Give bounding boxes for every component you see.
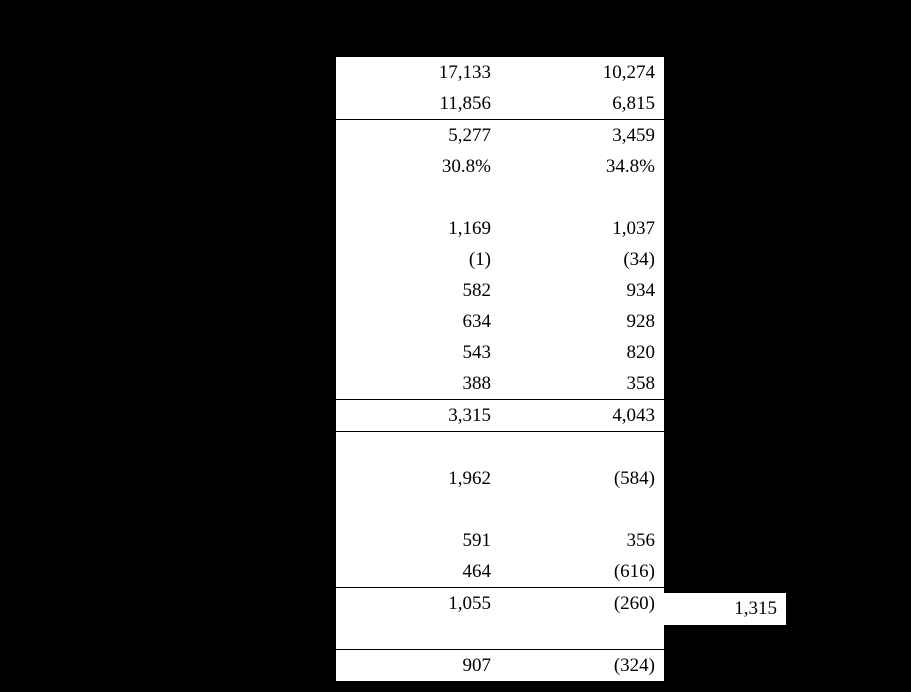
- table-row: [336, 368, 664, 400]
- table-row: [336, 337, 664, 368]
- table-cell-value: 10,274: [602, 62, 655, 83]
- table-cell-value: 4,043: [612, 405, 655, 426]
- table-cell-value: (1): [468, 249, 491, 270]
- table-cell-value: 934: [626, 280, 655, 301]
- table-cell-value: [336, 619, 500, 649]
- table-row-blank: [336, 182, 664, 213]
- table-cell-value: 11,856: [439, 93, 491, 114]
- table-cell-value: (260): [613, 593, 655, 614]
- table-row-blank: [336, 619, 664, 650]
- side-value: 1,315: [734, 598, 777, 619]
- table-cell-value: 634: [462, 311, 491, 332]
- table-row: [336, 244, 664, 275]
- table-row: [336, 213, 664, 244]
- table-cell-value: [500, 494, 664, 525]
- table-row: [336, 120, 664, 151]
- table-cell-value: (324): [613, 655, 655, 676]
- table-row-blank: [336, 494, 664, 525]
- table-row: [336, 151, 664, 182]
- table-cell-value: [336, 182, 500, 213]
- table-row: [336, 275, 664, 306]
- table-cell-value: 582: [462, 280, 491, 301]
- table-row-blank: [336, 432, 664, 463]
- table-cell-value: [500, 619, 664, 649]
- table-row-total: [336, 400, 664, 432]
- table-row: [336, 88, 664, 120]
- table-cell-value: 907: [462, 655, 491, 676]
- table-cell-value: 1,055: [448, 593, 491, 614]
- table-cell-value: [336, 432, 500, 463]
- table-cell-value: 464: [462, 561, 491, 582]
- table-cell-value: [500, 432, 664, 463]
- table-cell-value: 356: [626, 530, 655, 551]
- financial-table: [336, 57, 664, 681]
- side-value-box: [664, 593, 786, 625]
- table-cell-value: 928: [626, 311, 655, 332]
- table-row: [336, 650, 664, 681]
- table-cell-value: 543: [462, 342, 491, 363]
- table-cell-value: (34): [623, 249, 655, 270]
- table-cell-value: 3,315: [448, 405, 491, 426]
- table-row: [336, 588, 664, 619]
- table-cell-value: [500, 182, 664, 213]
- table-cell-value: 30.8%: [441, 156, 491, 177]
- table-row: [336, 463, 664, 494]
- table-cell-value: 5,277: [448, 125, 491, 146]
- table-cell-value: 17,133: [438, 62, 491, 83]
- table-row: [336, 306, 664, 337]
- table-cell-value: 34.8%: [605, 156, 655, 177]
- table-cell-value: 820: [626, 342, 655, 363]
- table-row: [336, 556, 664, 588]
- table-cell-value: 358: [626, 373, 655, 394]
- table-cell-value: [336, 494, 500, 525]
- table-row: [336, 57, 664, 88]
- table-cell-value: 1,962: [448, 468, 491, 489]
- table-cell-value: 6,815: [612, 93, 655, 114]
- table-cell-value: 1,169: [448, 218, 491, 239]
- table-cell-value: 591: [462, 530, 491, 551]
- table-row: [336, 525, 664, 556]
- table-cell-value: (584): [613, 468, 655, 489]
- table-cell-value: (616): [613, 561, 655, 582]
- table-cell-value: 388: [462, 373, 491, 394]
- table-cell-value: 1,037: [612, 218, 655, 239]
- table-cell-value: 3,459: [612, 125, 655, 146]
